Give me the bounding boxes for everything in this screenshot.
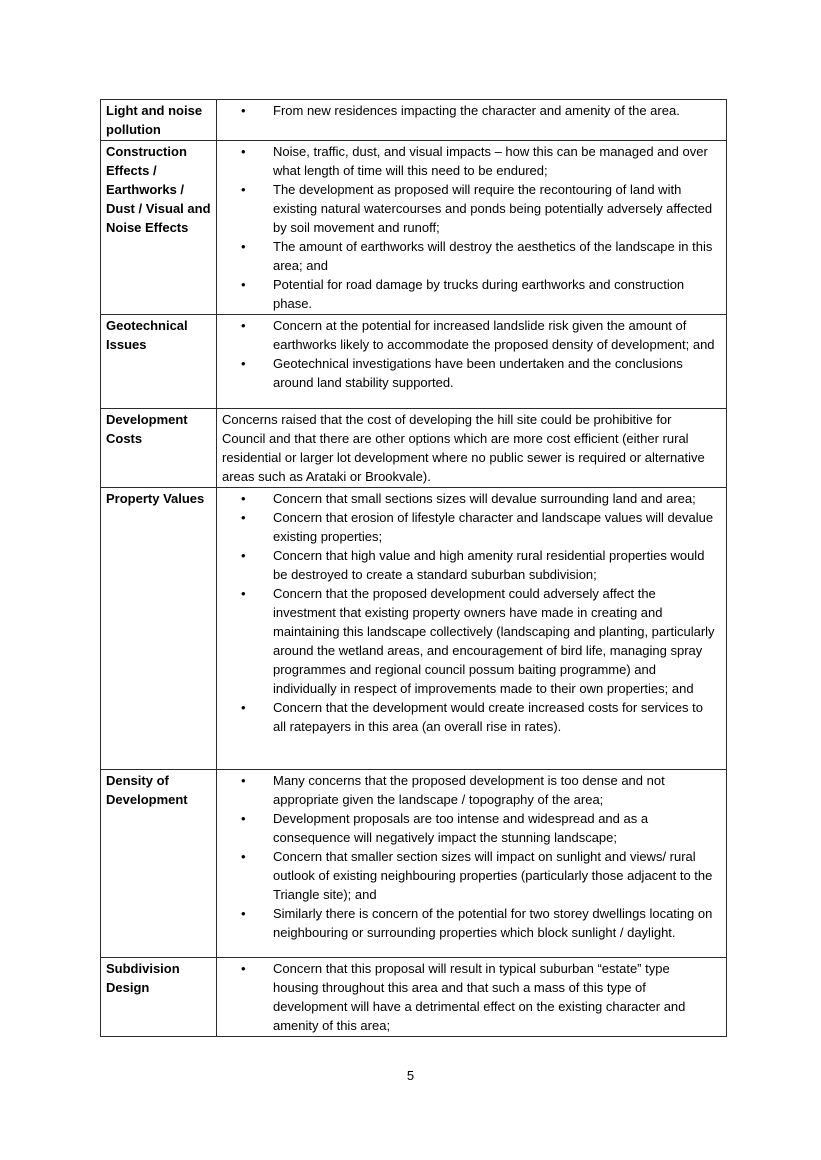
bullet-item [222,546,718,584]
submission-topics-table [100,99,727,1037]
bullet-icon: • [241,318,246,333]
bullet-icon: • [241,277,246,292]
bullet-text: Concern that high value and high amenity rural residential properties would be destroyed to create a standard suburban subdivision; [273,548,705,582]
page-number: 5 [406,1068,415,1083]
bullet-text: Geotechnical investigations have been undertaken and the conclusions around land stability supported. [273,356,683,390]
table-row [101,315,727,409]
table-row [101,958,727,1037]
cell-text: Concerns raised that the cost of developing the hill site could be prohibitive for Council and that there are other options which are more cost efficient (either rural residential or larger lot development where no public sewer is required or alternative areas such as Arataki or Brookvale). [222,412,705,484]
bullet-text: Concern that the proposed development could adversely affect the investment that existing property owners have made in creating and maintaining this landscape collectively (landscaping and planting, particularly around the wetland areas, and encouragement of bird life, managing spray programmes and regional council possum baiting programme) and individually in respect of improvements made to their own properties; and [273,586,715,696]
bullet-item [222,508,718,546]
row-label: Construction Effects / Earthworks / Dust / Visual and Noise Effects [101,141,217,315]
bullet-item [222,771,718,809]
bullet-item [222,584,718,698]
row-content [217,100,727,141]
bullet-item [222,354,718,392]
bullet-icon: • [241,356,246,371]
table-row [101,100,727,141]
bullet-icon: • [241,773,246,788]
row-label: Light and noise pollution [101,100,217,141]
bullet-icon: • [241,961,246,976]
bullet-text: Concern that smaller section sizes will impact on sunlight and views/ rural outlook of existing neighbouring properties (particularly those adjacent to the Triangle site); and [273,849,713,902]
bullet-text: Concern at the potential for increased landslide risk given the amount of earthworks likely to accommodate the proposed density of development; and [273,318,715,352]
bullet-icon: • [241,144,246,159]
bullet-icon: • [241,239,246,254]
bullet-icon: • [241,906,246,921]
row-label: Property Values [101,488,217,770]
bullet-item [222,489,718,508]
bullet-icon: • [241,586,246,601]
bullet-item [222,275,718,313]
bullet-text: Concern that erosion of lifestyle character and landscape values will devalue existing properties; [273,510,714,544]
row-label: Development Costs [101,409,217,488]
bullet-item [222,180,718,237]
bullet-text: Concern that the development would create increased costs for services to all ratepayers in this area (an overall rise in rates). [273,700,703,734]
bullet-item [222,101,718,120]
bullet-text: Concern that this proposal will result in typical suburban “estate” type housing throughout this area and that such a mass of this type of development will have a detrimental effect on the existing character and amenity of this area; [273,961,686,1033]
bullet-icon: • [241,548,246,563]
bullet-text: Similarly there is concern of the potential for two storey dwellings locating on neighbouring or surrounding properties which block sunlight / daylight. [273,906,713,940]
bullet-text: The development as proposed will require the recontouring of land with existing natural watercourses and ponds being potentially adversely affected by soil movement and runoff; [273,182,713,235]
bullet-text: Noise, traffic, dust, and visual impacts – how this can be managed and over what length of time will this need to be endured; [273,144,708,178]
row-content [217,141,727,315]
bullet-text: The amount of earthworks will destroy the aesthetics of the landscape in this area; and [273,239,713,273]
table-row [101,409,727,488]
bullet-item [222,847,718,904]
bullet-icon: • [241,491,246,506]
row-content [217,770,727,958]
bullet-icon: • [241,103,246,118]
bullet-icon: • [241,510,246,525]
bullet-item [222,698,718,736]
bullet-item [222,316,718,354]
row-content [217,488,727,770]
table-row [101,488,727,770]
bullet-icon: • [241,700,246,715]
bullet-icon: • [241,811,246,826]
bullet-text: From new residences impacting the character and amenity of the area. [273,103,680,118]
bullet-item [222,904,718,942]
bullet-item [222,959,718,1035]
bullet-item [222,809,718,847]
bullet-text: Concern that small sections sizes will devalue surrounding land and area; [273,491,696,506]
row-label: Density of Development [101,770,217,958]
row-content [217,958,727,1037]
row-label: Geotechnical Issues [101,315,217,409]
row-content [217,315,727,409]
bullet-item [222,142,718,180]
bullet-icon: • [241,849,246,864]
bullet-icon: • [241,182,246,197]
bullet-text: Many concerns that the proposed development is too dense and not appropriate given the landscape / topography of the area; [273,773,665,807]
row-label: Subdivision Design [101,958,217,1037]
table-row [101,141,727,315]
bullet-text: Potential for road damage by trucks during earthworks and construction phase. [273,277,685,311]
row-content [217,409,727,488]
table-row [101,770,727,958]
bullet-item [222,237,718,275]
bullet-text: Development proposals are too intense and widespread and as a consequence will negatively impact the stunning landscape; [273,811,649,845]
